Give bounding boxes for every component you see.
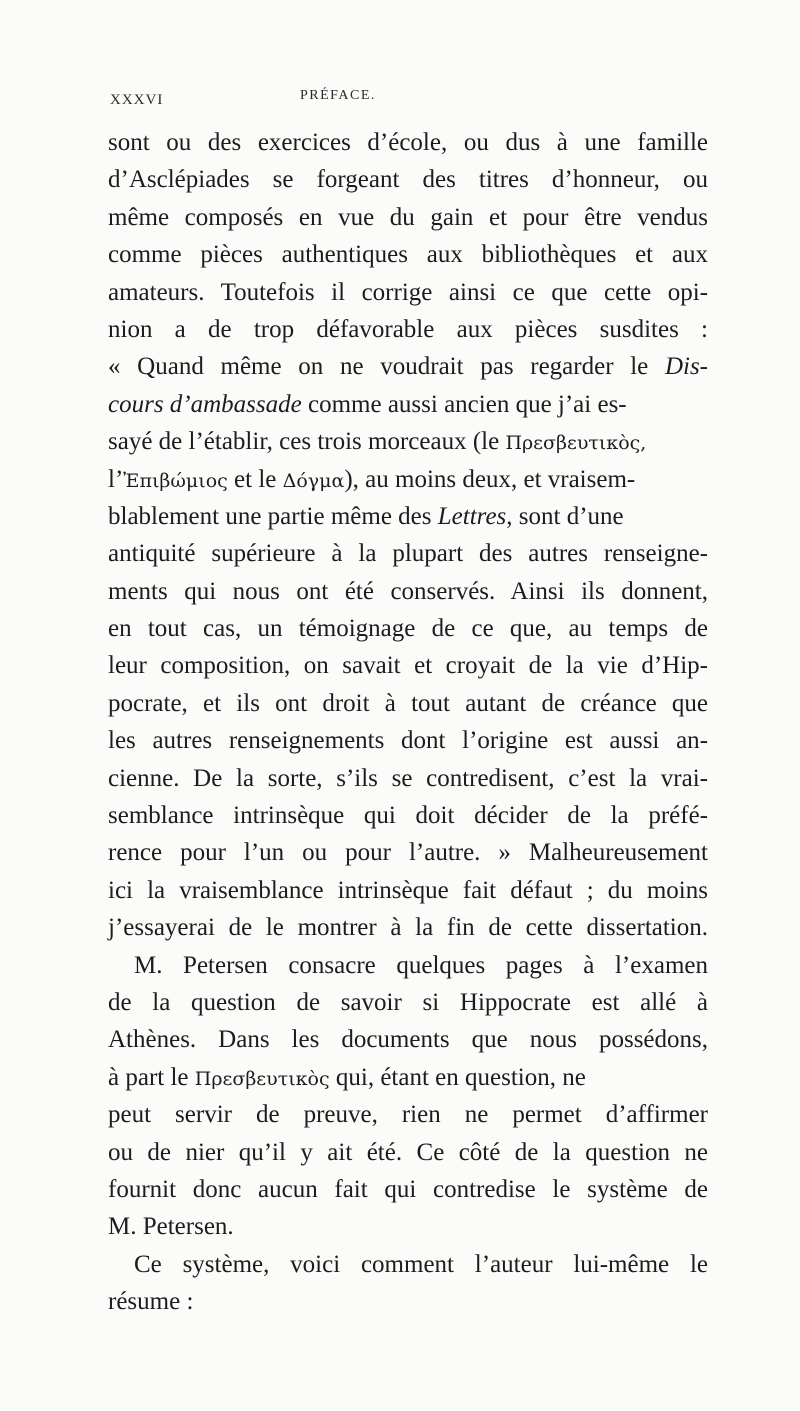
greek-term: Δόγμα — [282, 469, 345, 492]
text-line: comme pièces authentiques aux bibliothèques et aux — [108, 241, 708, 269]
greek-term: Ἐπιβώμιος — [123, 469, 228, 492]
text-line: Ce système, voici comment l’auteur lui-même le — [134, 1250, 708, 1278]
italic-title: Lettres — [437, 502, 507, 530]
text-line: « Quand même on ne voudrait pas regarder le Dis- — [108, 353, 708, 381]
text-line: sont ou des exercices d’école, ou dus à une famille — [108, 129, 708, 156]
text-line: ments qui nous ont été conservés. Ainsi ils donnent, — [108, 577, 708, 605]
text-line: semblance intrinsèque qui doit décider de la préfé- — [108, 802, 708, 830]
body-text — [108, 124, 708, 1321]
italic-title: cours d’ambassade — [108, 390, 302, 418]
text-line: M. Petersen. — [108, 1213, 234, 1241]
text-line: nion a de trop défavorable aux pièces susdites : — [108, 315, 708, 343]
text-line: ici la vraisemblance intrinsèque fait défaut ; du moins — [108, 876, 708, 904]
text-line: M. Petersen consacre quelques pages à l’examen — [134, 951, 708, 979]
running-title: PRÉFACE. — [300, 88, 376, 103]
text-line: en tout cas, un témoignage de ce que, au temps de — [108, 615, 708, 643]
text-line: ou de nier qu’il y ait été. Ce côté de la question ne — [108, 1138, 708, 1166]
text-line: antiquité supérieure à la plupart des autres renseigne- — [108, 540, 708, 568]
text-line: l’Ἐπιβώμιος et le Δόγμα), au moins deux, et vraisem- — [108, 465, 636, 493]
text-line: résume : — [108, 1288, 194, 1316]
greek-term: Πρεσβευτικὸς, — [505, 432, 647, 455]
text-line: d’Asclépiades se forgeant des titres d’honneur, ou — [108, 166, 708, 194]
text-line: blablement une partie même des Lettres, sont d’une — [108, 502, 624, 530]
greek-term: Πρεσβευτικὸς — [194, 1067, 330, 1090]
text-line: rence pour l’un ou pour l’autre. » Malheureusement — [108, 839, 708, 867]
text-line: à part le Πρεσβευτικὸς qui, étant en question, ne — [108, 1063, 586, 1091]
running-head — [110, 88, 710, 116]
text-line: de la question de savoir si Hippocrate est allé à — [108, 988, 708, 1016]
text-line: leur composition, on savait et croyait de la vie d’Hip- — [108, 652, 708, 680]
page-number: XXXVI — [110, 92, 164, 108]
text-line: j’essayerai de le montrer à la fin de cette dissertation. — [108, 914, 708, 942]
text-line: cienne. De la sorte, s’ils se contredisent, c’est la vrai- — [108, 764, 708, 792]
italic-title: Dis- — [664, 353, 708, 381]
text-line: pocrate, et ils ont droit à tout autant de créance que — [108, 689, 708, 717]
text-line: amateurs. Toutefois il corrige ainsi ce que cette opi- — [108, 278, 708, 306]
text-line: peut servir de preuve, rien ne permet d’affirmer — [108, 1101, 708, 1129]
text-line: sayé de l’établir, ces trois morceaux (le Πρεσβευτικὸς, — [108, 428, 647, 456]
text-line: les autres renseignements dont l’origine est aussi an- — [108, 727, 708, 755]
text-line: cours d’ambassade comme aussi ancien que j’ai es- — [108, 390, 627, 418]
text-line: fournit donc aucun fait qui contredise le système de — [108, 1175, 708, 1203]
text-line: même composés en vue du gain et pour être vendus — [108, 203, 708, 231]
text-line: Athènes. Dans les documents que nous possédons, — [108, 1026, 708, 1054]
